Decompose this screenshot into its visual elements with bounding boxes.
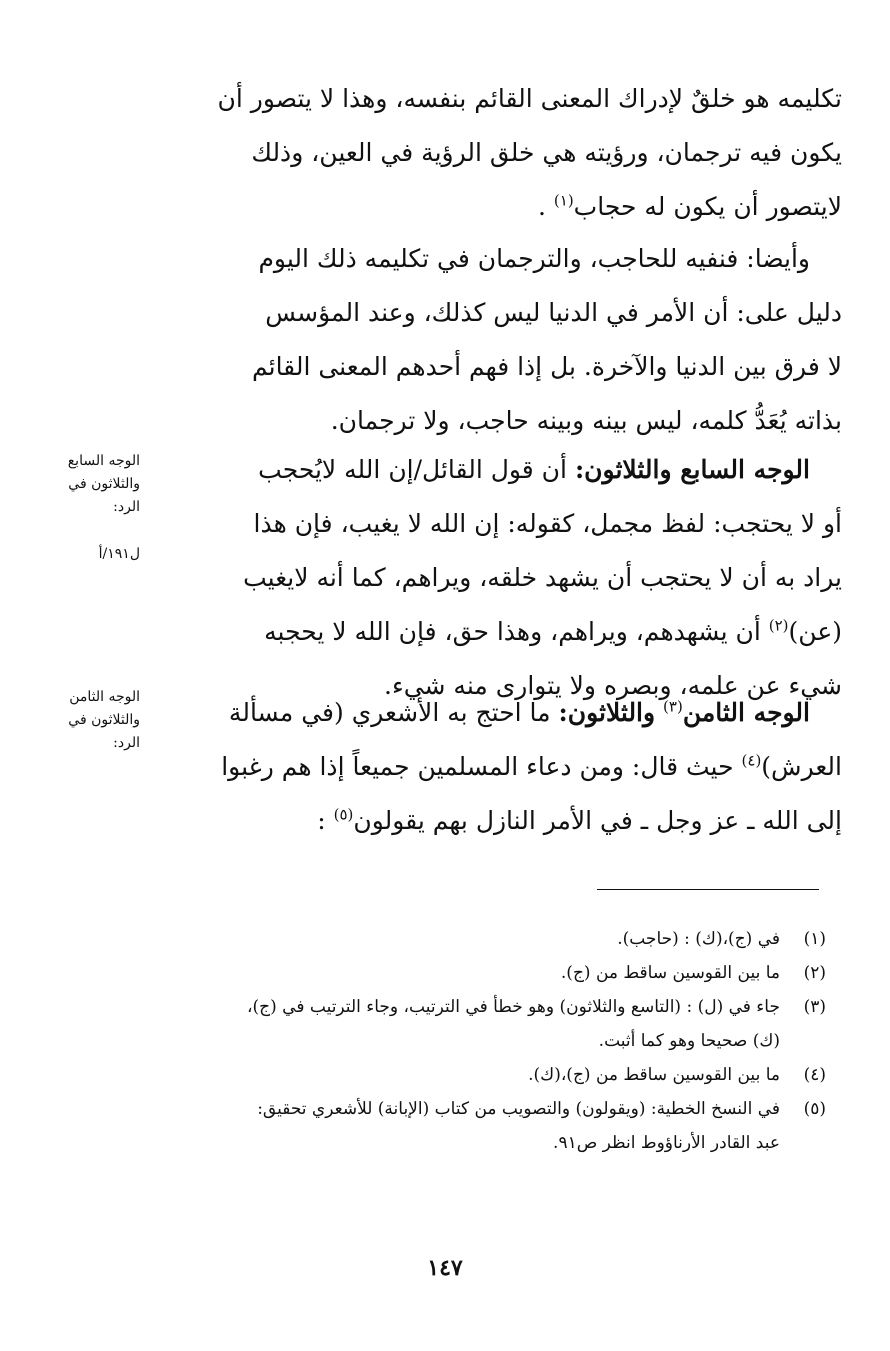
paragraph-38th-aspect <box>150 686 842 848</box>
section-heading: الوجه الثامن <box>682 698 810 727</box>
footnote-marker[interactable]: (٣) <box>663 697 683 716</box>
footnote-text: في (ج)،(ك) : (حاجب). <box>617 929 780 949</box>
footnote <box>120 990 826 1024</box>
footnote <box>120 1058 826 1092</box>
footnote-text: ما بين القوسين ساقط من (ج). <box>560 963 780 983</box>
text-line: تكليمه هو خلقٌ لإدراك المعنى القائم بنفسه، وهذا لا يتصور أن <box>217 84 842 113</box>
text-line: أو لا يحتجب: لفظ مجمل، كقوله: إن الله لا يغيب، فإن هذا <box>253 509 842 538</box>
text-run: لايتصور أن يكون له حجاب <box>573 192 842 221</box>
section-heading: الوجه السابع والثلاثون: <box>574 455 810 484</box>
footnotes <box>120 922 826 1160</box>
text-line <box>150 686 842 740</box>
page-number: ١٤٧ <box>427 1255 463 1281</box>
footnote-number: (٤) <box>803 1065 826 1085</box>
text-line: بذاته يُعَدُّ كلمه، ليس بينه وبينه حاجب، ولا ترجمان. <box>330 406 842 435</box>
margin-note-37 <box>40 450 140 519</box>
footnote-text: في النسخ الخطية: (ويقولون) والتصويب من كتاب (الإبانة) للأشعري تحقيق: <box>257 1099 780 1119</box>
footnote-number: (١) <box>803 929 826 949</box>
footnote-number: (٢) <box>803 963 826 983</box>
footnote <box>120 956 826 990</box>
margin-line: الرد: <box>113 735 140 751</box>
text-line: دليل على: أن الأمر في الدنيا ليس كذلك، وعند المؤسس <box>265 298 842 327</box>
footnote-continuation: (ك) صحيحا وهو كما أثبت. <box>598 1031 780 1051</box>
margin-line: والثلاثون في <box>68 712 140 728</box>
text-run: العرش) <box>761 752 842 781</box>
footnote-text: جاء في (ل) : (التاسع والثلاثون) وهو خطأ في الترتيب، وجاء الترتيب في (ج)، <box>247 997 780 1017</box>
manuscript-folio-ref: ل١٩١/أ <box>98 546 140 562</box>
margin-line: والثلاثون في <box>68 476 140 492</box>
margin-note-38 <box>40 686 140 755</box>
paragraph-2 <box>150 232 842 448</box>
margin-line: الرد: <box>113 499 140 515</box>
text-line <box>150 605 842 659</box>
footnote-separator <box>597 889 819 890</box>
text-line <box>150 740 842 794</box>
paragraph-1 <box>150 72 842 234</box>
text-line <box>150 180 842 234</box>
text-run: ما احتج به الأشعري (في مسألة <box>228 698 551 727</box>
text-line: لا فرق بين الدنيا والآخرة. بل إذا فهم أحدهم المعنى القائم <box>251 352 842 381</box>
text-line: شيء عن علمه، وبصره ولا يتوارى منه شيء. <box>384 671 842 700</box>
text-run: أن يشهدهم، ويراهم، وهذا حق، فإن الله لا يحجبه <box>264 617 761 646</box>
footnote-text: ما بين القوسين ساقط من (ج)،(ك). <box>528 1065 780 1085</box>
footnote-number: (٥) <box>803 1099 826 1119</box>
footnote-continuation: عبد القادر الأرناؤوط انظر ص٩١. <box>553 1133 780 1153</box>
text-line <box>150 443 842 497</box>
text-line: يراد به أن لا يحتجب أن يشهد خلقه، ويراهم، كما أنه لايغيب <box>243 563 842 592</box>
margin-line: الوجه السابع <box>67 453 140 469</box>
text-run: . <box>537 192 546 221</box>
footnote-marker[interactable]: (٥) <box>333 805 354 824</box>
text-run: إلى الله ـ عز وجل ـ في الأمر النازل بهم يقولون <box>353 806 842 835</box>
section-heading: والثلاثون: <box>558 698 656 727</box>
footnote <box>120 922 826 956</box>
text-run: حيث قال: ومن دعاء المسلمين جميعاً إذا هم رغبوا <box>221 752 734 781</box>
text-run: (عن) <box>788 617 842 646</box>
text-line <box>150 794 842 848</box>
text-line: يكون فيه ترجمان، ورؤيته هي خلق الرؤية في العين، وذلك <box>251 138 842 167</box>
footnote-marker[interactable]: (١) <box>553 191 574 210</box>
footnote-number: (٣) <box>803 997 826 1017</box>
paragraph-37th-aspect <box>150 443 842 713</box>
footnote-marker[interactable]: (٤) <box>741 751 762 770</box>
text-run: : <box>317 806 326 835</box>
margin-line: الوجه الثامن <box>69 689 140 705</box>
text-line: وأيضا: فنفيه للحاجب، والترجمان في تكليمه ذلك اليوم <box>258 244 810 273</box>
footnote-marker[interactable]: (٢) <box>768 616 789 635</box>
text-run: أن قول القائل/إن الله لايُحجب <box>258 455 567 484</box>
footnote <box>120 1092 826 1126</box>
